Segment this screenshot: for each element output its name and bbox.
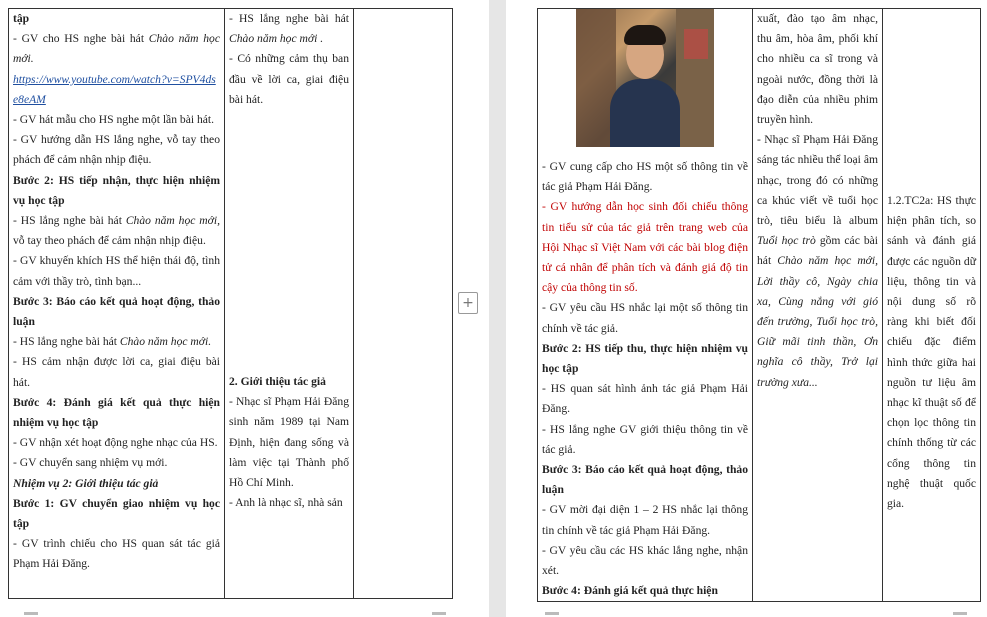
activity-column xyxy=(538,9,753,602)
lesson-table-left xyxy=(8,8,453,599)
paragraph: - Có những cảm thụ ban đầu về lời ca, giai điệu bài hát. xyxy=(229,52,349,106)
task-heading: Nhiệm vụ 2: Giới thiệu tác giả xyxy=(13,476,159,490)
youtube-link[interactable]: https://www.youtube.com/watch?v=SPV4dse8eAM xyxy=(13,72,216,106)
page-gap xyxy=(489,0,506,617)
page-edge-marker xyxy=(953,612,967,615)
step-heading: Bước 4: Đánh giá kết quả thực hiện nhiệm vụ học tập xyxy=(13,395,220,430)
add-page-button[interactable]: + xyxy=(458,292,478,314)
spacer xyxy=(229,110,349,372)
step-heading: Bước 3: Báo cáo kết quả hoạt động, thảo luận xyxy=(542,463,748,497)
document-page-left xyxy=(0,0,489,617)
spacer xyxy=(887,9,976,191)
paragraph: - GV nhận xét hoạt động nghe nhạc của HS. xyxy=(13,436,218,450)
paragraph: - GV chuyển sang nhiệm vụ mới. xyxy=(13,456,168,470)
competency-column xyxy=(354,9,453,599)
product-column xyxy=(753,9,883,602)
paragraph: - GV khuyến khích HS thể hiện thái độ, tình cảm với thầy trò, tình bạn... xyxy=(13,254,220,288)
paragraph: - Nhạc sĩ Phạm Hải Đăng sáng tác nhiều thể loại âm nhạc, trong đó có những ca khúc viết về tuổi học trò, tiêu biểu là album Tuổi học trò gồm các bài hát Chào năm học mới, Lời thầy cô, Ngày chia xa, Cùng nắng với gió đến trường, Tuổi học trò, Giữ mãi tinh thần, Ơn nghĩa cô thầy, Trở lại trường xưa... xyxy=(757,133,878,389)
paragraph: - GV hướng dẫn HS lắng nghe, vỗ tay theo phách để cảm nhận nhịp điệu. xyxy=(13,133,220,167)
section-heading: 2. Giới thiệu tác giả xyxy=(229,375,326,389)
product-column xyxy=(225,9,354,599)
paragraph: - GV yêu cầu HS nhắc lại một số thông tin chính về tác giả. xyxy=(542,301,748,335)
paragraph: - HS quan sát hình ảnh tác giả Phạm Hải Đăng. xyxy=(542,382,748,416)
author-photo xyxy=(576,9,714,147)
step-heading: tập xyxy=(13,12,30,25)
step-heading: Bước 2: HS tiếp nhận, thực hiện nhiệm vụ học tập xyxy=(13,173,220,207)
paragraph: - HS cảm nhận được lời ca, giai điệu bài hát. xyxy=(13,355,220,389)
paragraph: - HS lắng nghe bài hát Chào năm học mới . xyxy=(229,12,349,46)
step-heading: Bước 3: Báo cáo kết quả hoạt động, thảo luận xyxy=(13,294,220,329)
page-edge-marker xyxy=(545,612,559,615)
photo-background xyxy=(684,29,708,59)
paragraph: - GV cung cấp cho HS một số thông tin về tác giả Phạm Hải Đăng. xyxy=(542,160,748,194)
paragraph: - HS lắng nghe bài hát Chào năm học mới. xyxy=(13,335,212,349)
competency-column xyxy=(883,9,981,602)
paragraph: - GV hát mẫu cho HS nghe một lần bài hát. xyxy=(13,113,215,127)
paragraph: xuất, đào tạo âm nhạc, thu âm, hòa âm, phối khí cho nhiều ca sĩ trong và ngoài nước, đồng thời là đạo diễn của nhiều phim truyền hình. xyxy=(757,12,878,127)
highlighted-paragraph: - GV hướng dẫn học sinh đối chiếu thông tin tiểu sử của tác giả trên trang web của Hội Nhạc sĩ Việt Nam với các bài blog điện tử cá nhân để phân tích và đánh giá độ tin cậy của thông tin số. xyxy=(542,200,748,295)
paragraph: - GV cho HS nghe bài hát Chào năm học mới. xyxy=(13,32,220,66)
document-page-right xyxy=(506,0,987,617)
step-heading: Bước 4: Đánh giá kết quả thực hiện xyxy=(542,584,718,598)
paragraph: - GV mời đại diện 1 – 2 HS nhắc lại thông tin chính về tác giả Phạm Hải Đăng. xyxy=(542,503,748,537)
paragraph: - Nhạc sĩ Phạm Hải Đăng sinh năm 1989 tại Nam Định, hiện đang sống và làm việc tại Thành phố Hồ Chí Minh. xyxy=(229,395,349,490)
lesson-table-right xyxy=(537,8,981,602)
photo-person-body xyxy=(610,79,680,147)
paragraph: - GV trình chiếu cho HS quan sát tác giả Phạm Hải Đăng. xyxy=(13,537,220,571)
page-edge-marker xyxy=(432,612,446,615)
page-edge-marker xyxy=(24,612,38,615)
digital-competency-text: 1.2.TC2a: HS thực hiện phân tích, so sánh và đánh giá được các nguồn dữ liệu, thông tin và nội dung số rõ ràng khi biết đối chiếu đặc điểm hình thức giữa hai nguồn tư liệu âm nhạc kĩ thuật số để chọn lọc thông tin chính thống từ các cổng thông tin nghệ thuật quốc gia. xyxy=(887,194,976,511)
paragraph: - HS lắng nghe bài hát Chào năm học mới, vỗ tay theo phách để cảm nhận nhịp điệu. xyxy=(13,214,220,248)
paragraph: - Anh là nhạc sĩ, nhà sản xyxy=(229,496,343,510)
step-heading: Bước 2: HS tiếp thu, thực hiện nhiệm vụ học tập xyxy=(542,341,748,376)
step-heading: Bước 1: GV chuyển giao nhiệm vụ học tập xyxy=(13,496,220,531)
photo-person-hair xyxy=(624,25,666,45)
paragraph: - GV yêu cầu các HS khác lắng nghe, nhận xét. xyxy=(542,543,748,578)
paragraph: - HS lắng nghe GV giới thiệu thông tin về tác giả. xyxy=(542,422,748,456)
activity-column xyxy=(9,9,225,599)
